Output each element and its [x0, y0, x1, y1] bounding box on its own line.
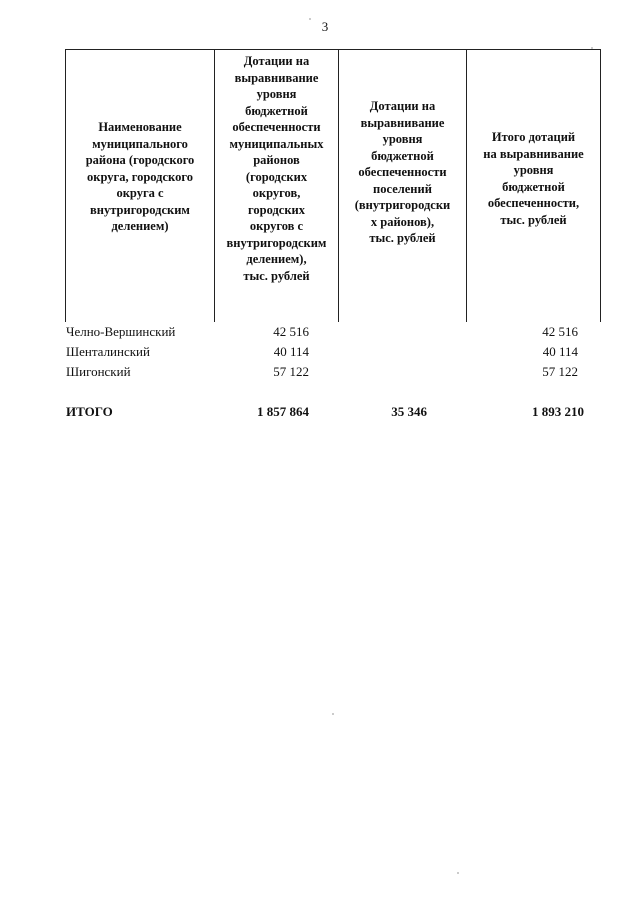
page-number: 3	[321, 19, 329, 34]
column-header-name-text: Наименование муниципального района (городского округа, городского округа с внутригородским делением)	[85, 120, 195, 233]
row-name: Шигонский	[66, 364, 131, 379]
table-row	[65, 362, 601, 382]
row-total-value: 42 516	[542, 324, 578, 339]
row-name: Шенталинский	[66, 344, 150, 359]
column-header-settlements	[339, 50, 467, 322]
column-header-name	[66, 50, 215, 322]
total-row-name: ИТОГО	[66, 404, 113, 419]
column-header-total-text: Итого дотаций на выравнивание уровня бюджетной обеспеченности, тыс. рублей	[483, 130, 584, 227]
table-row	[65, 322, 601, 342]
row-municipal-value: 57 122	[273, 364, 309, 379]
row-total-value: 57 122	[542, 364, 578, 379]
row-municipal-value: 42 516	[273, 324, 309, 339]
total-total-value: 1 893 210	[532, 404, 584, 419]
scan-speck	[457, 872, 459, 874]
scan-speck	[591, 47, 593, 49]
column-header-municipal	[215, 50, 339, 322]
total-row	[65, 402, 601, 422]
column-header-total	[467, 50, 600, 322]
row-name: Челно-Вершинский	[66, 324, 176, 339]
column-header-settlements-text: Дотации на выравнивание уровня бюджетной обеспеченности поселений (внутригородски х районов), тыс. рублей	[354, 99, 451, 245]
table-row	[65, 342, 601, 362]
total-municipal-value: 1 857 864	[257, 404, 309, 419]
scan-speck	[332, 713, 334, 715]
column-header-municipal-text: Дотации на выравнивание уровня бюджетной обеспеченности муниципальных районов (городских округов, городских округов с внутригородским делением), тыс. рублей	[226, 54, 327, 283]
table-header	[65, 49, 601, 322]
total-settlements-value: 35 346	[391, 404, 427, 419]
scan-speck	[309, 18, 311, 20]
row-municipal-value: 40 114	[273, 344, 309, 359]
row-total-value: 40 114	[542, 344, 578, 359]
